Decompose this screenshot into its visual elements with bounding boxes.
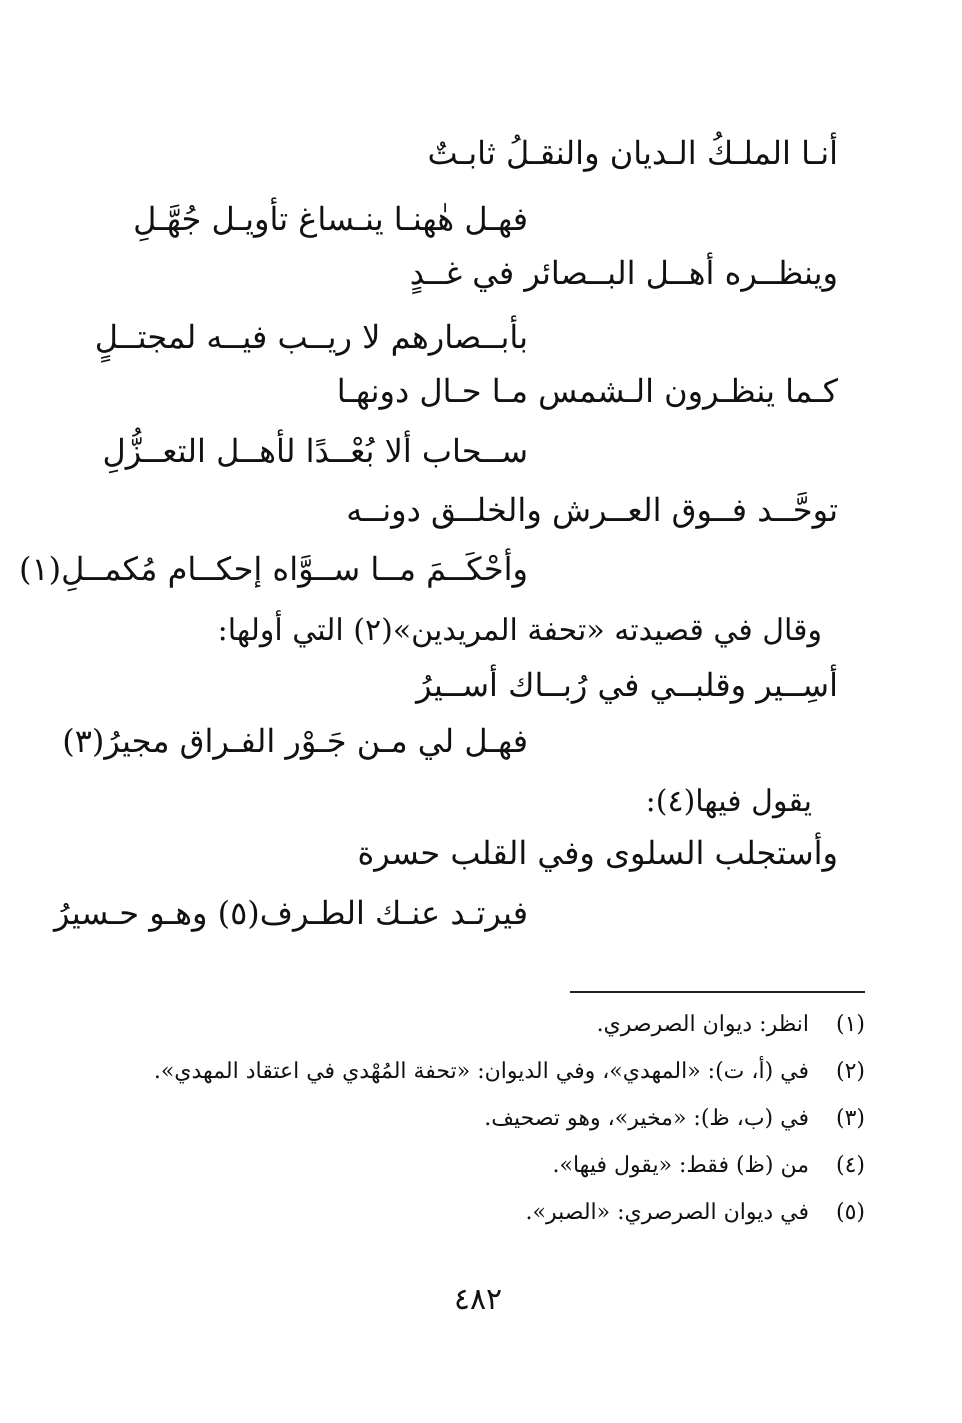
footnote-number: (٣) bbox=[835, 1106, 865, 1131]
intro-line-1: وقال في قصيدته «تحفة المريدين»(٢) التي أولها: bbox=[217, 613, 822, 648]
footnote-number: (٢) bbox=[835, 1059, 865, 1084]
verse-line-11: وأستجلب السلوى وفي القلب حسرة bbox=[357, 834, 838, 872]
verse-line-6: ســحاب ألا بُعْــدًا لأهــل التعــزُّلِ bbox=[102, 432, 528, 470]
footnote-text: انظر: ديوان الصرصري. bbox=[596, 1012, 809, 1037]
footnote-text: في ديوان الصرصري: «الصبر». bbox=[525, 1200, 809, 1225]
footnote-1 bbox=[85, 1011, 865, 1058]
footnote-2 bbox=[85, 1058, 865, 1105]
intro-line-2: يقول فيها(٤): bbox=[645, 784, 812, 819]
verse-line-10: فهـل لي مـن جَـوْر الفـراق مجيرُ(٣) bbox=[62, 722, 528, 760]
footnote-divider bbox=[570, 991, 865, 993]
verse-line-8: وأحْكَــمَ مــا ســوَّاه إحكــام مُكمــلِ(١) bbox=[18, 550, 528, 588]
verse-line-5: كـما ينظـرون الـشمس مـا حـال دونهـا bbox=[336, 372, 838, 410]
footnote-number: (١) bbox=[835, 1012, 865, 1037]
verse-line-4: بأبــصارهم لا ريــب فيــه لمجتــلٍ bbox=[94, 318, 528, 356]
verse-line-3: وينظــره أهــل البــصائر في غــدٍ bbox=[409, 254, 838, 292]
verse-line-12: فيرتـد عنـك الطـرف(٥) وهـو حـسيرُ bbox=[54, 894, 528, 932]
verse-line-7: توحَّــد فــوق العــرش والخلــق دونــه bbox=[346, 491, 838, 529]
footnote-text: في (أ، ت): «المهدي»، وفي الديوان: «تحفة المُهْدي في اعتقاد المهدي». bbox=[153, 1059, 809, 1084]
verse-line-1: أنـا الملـكُ الـديان والنقـلُ ثابـتٌ bbox=[427, 134, 838, 172]
footnote-number: (٥) bbox=[835, 1200, 865, 1225]
footnote-text: من (ظ) فقط: «يقول فيها». bbox=[552, 1153, 809, 1178]
verse-line-2: فهـل هٰهنـا ينـساغ تأويـل جُهَّـلِ bbox=[133, 200, 528, 238]
footnote-text: في (ب، ظ): «مخير»، وهو تصحيف. bbox=[484, 1106, 809, 1131]
page-number: ٤٨٢ bbox=[453, 1282, 503, 1317]
footnote-4 bbox=[85, 1152, 865, 1199]
footnotes bbox=[85, 1011, 865, 1246]
verse-line-9: أسِــير وقلبــي في رُبــاك أســيرُ bbox=[416, 666, 838, 704]
footnote-number: (٤) bbox=[835, 1153, 865, 1178]
footnote-3 bbox=[85, 1105, 865, 1152]
footnote-5 bbox=[85, 1199, 865, 1246]
